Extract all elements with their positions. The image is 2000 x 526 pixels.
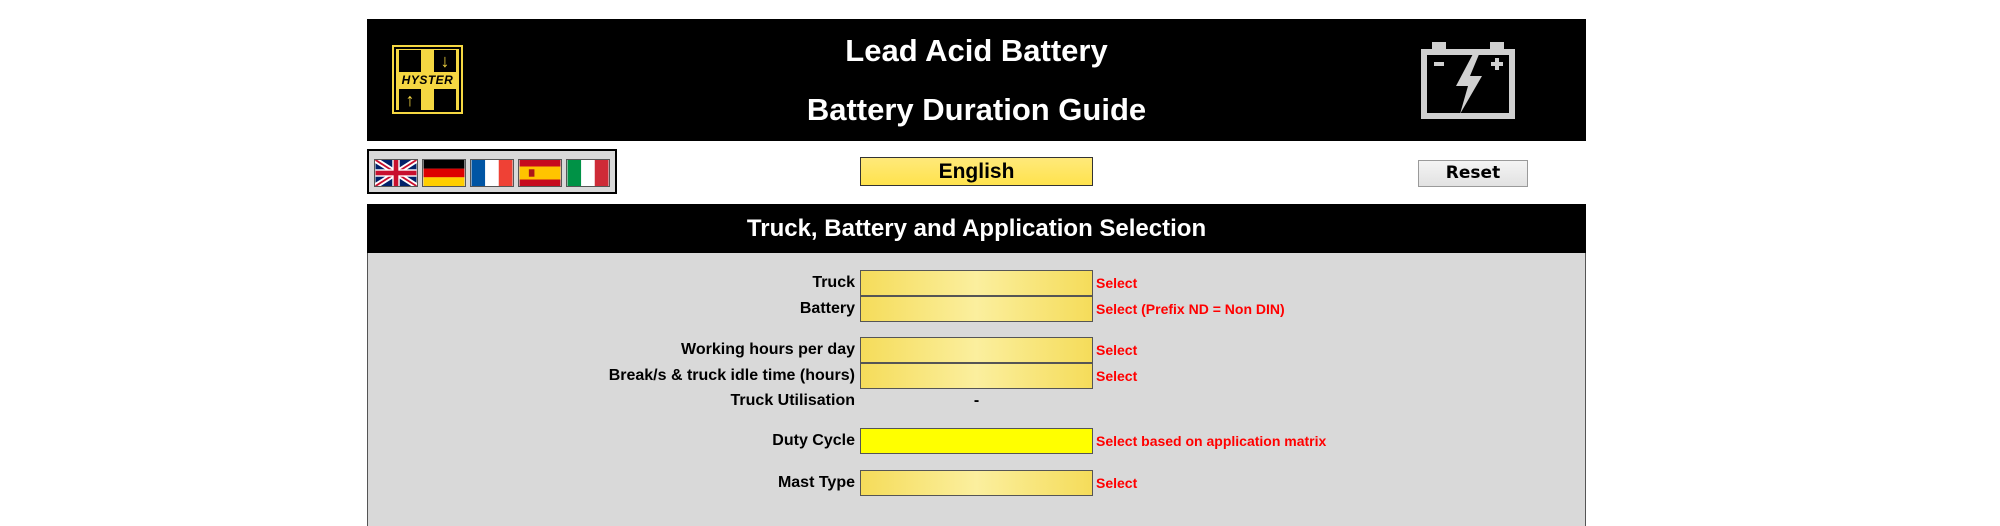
- truck-hint: Select: [1096, 275, 1138, 291]
- battery-icon: [1420, 38, 1516, 120]
- battery-hint: Select (Prefix ND = Non DIN): [1096, 301, 1285, 317]
- working-hours-hint: Select: [1096, 342, 1138, 358]
- header-banner: [367, 19, 1586, 141]
- page-title: Lead Acid Battery: [845, 33, 1108, 68]
- hyster-logo: ↓ ↑ HYSTER: [394, 47, 461, 112]
- french-flag-icon[interactable]: [470, 159, 514, 187]
- idle-time-select[interactable]: [860, 363, 1093, 389]
- spanish-flag-icon[interactable]: [518, 159, 562, 187]
- german-flag-icon[interactable]: [422, 159, 466, 187]
- utilisation-value: -: [973, 392, 980, 409]
- italian-flag-icon[interactable]: [566, 159, 610, 187]
- truck-select[interactable]: [860, 270, 1093, 296]
- page-subtitle: Battery Duration Guide: [806, 92, 1147, 127]
- mast-type-label: Mast Type: [777, 474, 855, 491]
- working-hours-select[interactable]: [860, 337, 1093, 363]
- idle-time-label: Break/s & truck idle time (hours): [608, 367, 855, 384]
- section-title: Truck, Battery and Application Selection: [367, 204, 1586, 253]
- battery-select[interactable]: [860, 296, 1093, 322]
- mast-type-select[interactable]: [860, 470, 1093, 496]
- battery-label: Battery: [799, 300, 855, 317]
- uk-flag-icon[interactable]: [374, 159, 418, 187]
- reset-button[interactable]: Reset: [1418, 160, 1528, 187]
- utilisation-label: Truck Utilisation: [730, 392, 855, 409]
- language-selector[interactable]: English: [860, 157, 1093, 186]
- working-hours-label: Working hours per day: [681, 341, 855, 358]
- mast-type-hint: Select: [1096, 475, 1138, 491]
- logo-text: HYSTER: [396, 72, 459, 89]
- language-flags: [367, 149, 617, 194]
- duty-cycle-hint: Select based on application matrix: [1096, 433, 1327, 449]
- duty-cycle-select[interactable]: [860, 428, 1093, 454]
- idle-time-hint: Select: [1096, 368, 1138, 384]
- duty-cycle-label: Duty Cycle: [772, 432, 855, 449]
- truck-label: Truck: [812, 274, 855, 291]
